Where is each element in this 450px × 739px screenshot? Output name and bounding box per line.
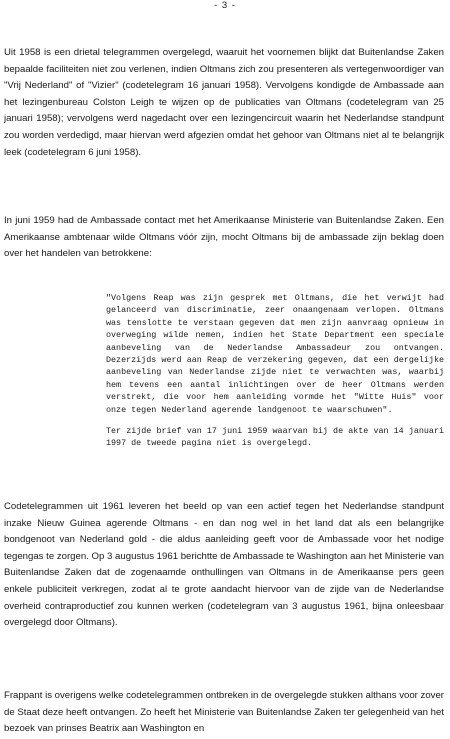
quote-note: Ter zijde brief van 17 juni 1959 waarvan bij de akte van 14 januari 1997 de tweede pagina niet is overgelegd. <box>106 426 444 449</box>
page-number: - 3 - <box>214 0 236 11</box>
block-quote <box>106 292 444 459</box>
paragraph-1958-telegrams: Uit 1958 is een drietal telegrammen overgelegd, waaruit het voornemen blijkt dat Buitenlandse Zaken bepaalde faciliteiten niet zou verlenen, indien Oltmans zich zou presenteren als vertegenwoordiger van "Vrij Nederland" of "Vizier" (codetelegram 16 januari 1958). Vervolgens kondigde de Ambassade aan het lezingenbureau Colston Leigh te wijzen op de publicaties van Oltmans (codetelegram van 25 januari 1958); vervolgens werd nagedacht over een lezingencircuit waarin het Nederlandse standpunt zou worden verdedigd, maar hiervan werd afgezien omdat het gehoor van Oltmans niet al te belangrijk leek (codetelegram 6 juni 1958). <box>4 47 444 158</box>
quote-text: "Volgens Reap was zijn gesprek met Oltmans, die het verwijt had gelanceerd van discriminatie, zeer onaangenaam verlopen. Oltmans was tenslotte te verstaan gegeven dat men zijn aanvraag opnieuw in overweging wilde nemen, indien het State Department een speciale aanbeveling van de Nederlandse Ambassadeur zou ontvangen. Dezerzijds werd aan Reap de verzekering gegeven, dat een dergelijke aanbeveling van Nederlandse zijde niet te verwachten was, waarbij hem tevens een aantal inlichtingen over de heer Oltmans werden verstrekt, die voor hem aanleiding vormde het "Witte Huis" voor onze tegen Nederland agerende landgenoot te waarschuwen". <box>106 293 444 415</box>
paragraph-1959-ambassade: In juni 1959 had de Ambassade contact met het Amerikaanse Ministerie van Buitenlandse Zaken. Een Amerikaanse ambtenaar wilde Oltmans vóór zijn, mocht Oltmans bij de ambassade zijn beklag doen over het handelen van betrokkene: <box>4 215 444 260</box>
paragraph-1961-codetelegrams: Codetelegrammen uit 1961 leveren het beeld op van een actief tegen het Nederlandse standpunt inzake Nieuw Guinea agerende Oltmans - en dan nog wel in het land dat als een belangrijke bondgenoot van Nederland gold - die aldus aanleiding geeft voor de Ambassade voor het nodige tegengas te zorgen. Op 3 augustus 1961 berichtte de Ambassade te Washington aan het Ministerie van Buitenlandse Zaken dat de zogenaamde onthullingen van Oltmans in de Amerikaanse pers geen enkele publiciteit verkregen, zodat al te grote aandacht hiervoor van de zijde van de Nederlandse overheid contraproductief zou kunnen werken (codetelegram van 3 augustus 1961, bijna onleesbaar overgelegd door Oltmans). <box>4 501 444 629</box>
paragraph-missing-telegrams: Frappant is overigens welke codetelegrammen ontbreken in de overgelegde stukken althans voor zover de Staat deze heeft ontvangen. Zo heeft het Ministerie van Buitenlandse Zaken ter gelegenheid van het bezoek van prinses Beatrix aan Washington en <box>4 690 444 735</box>
